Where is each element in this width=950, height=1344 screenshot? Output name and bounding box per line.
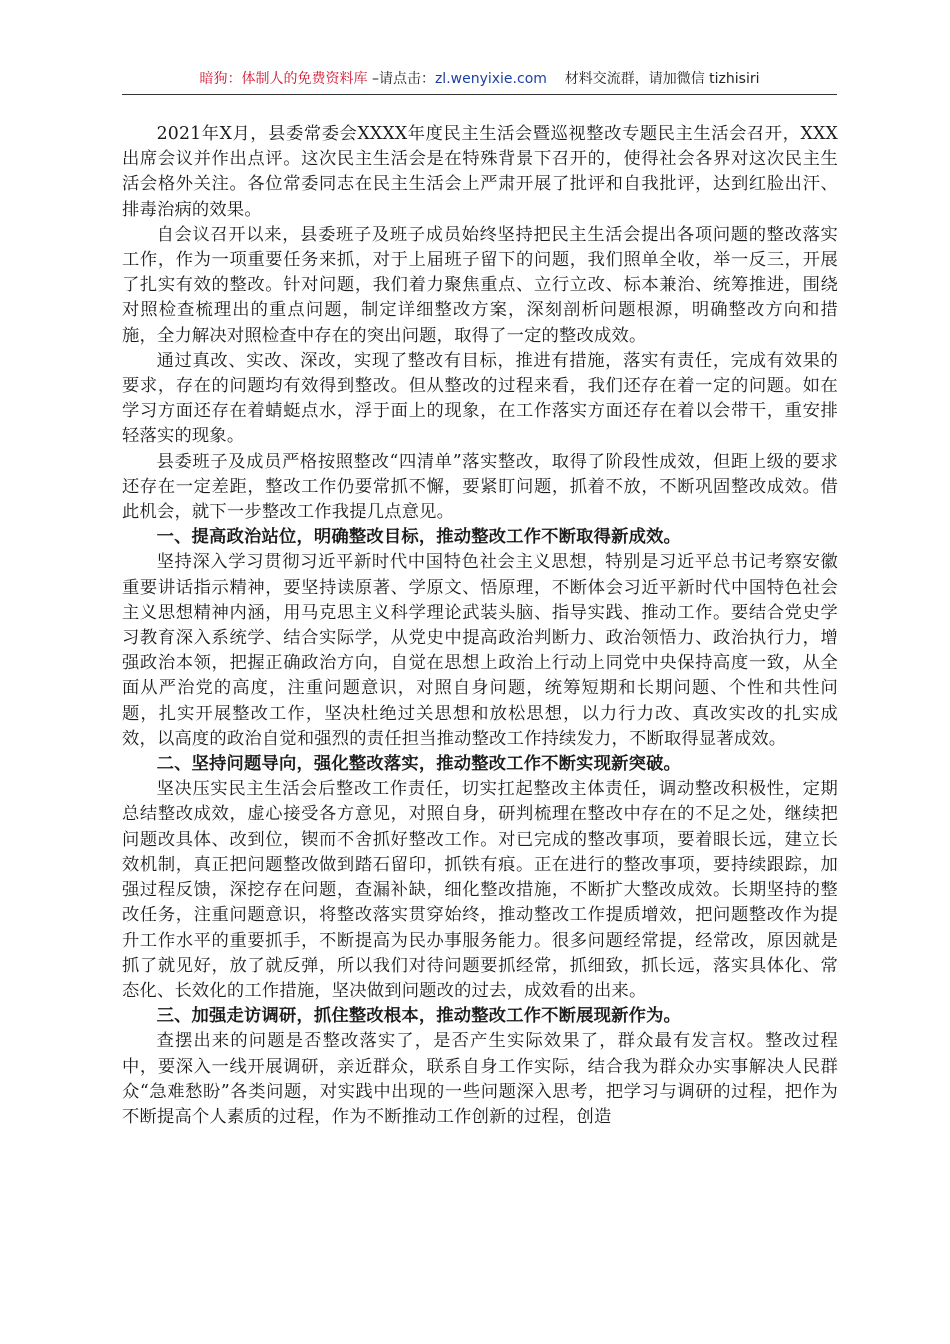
link-prompt: –请点击： [367, 71, 435, 87]
site-url-link[interactable]: zl.wenyixie.com [434, 71, 547, 87]
paragraph-intro: 2021年X月，县委常委会XXXX年度民主生活会暨巡视整改专题民主生活会召开，XXX出席会议并作出点评。这次民主生活会是在特殊背景下召开的，使得社会各界对这次民主生活会格外关注。各位常委同志在民主生活会上严肃开展了批评和自我批评，达到红脸出汗、排毒治病的效果。 [122, 124, 838, 220]
contact-info: 材料交流群，请加微信 tizhisiri [564, 71, 760, 87]
paragraph: 查摆出来的问题是否整改落实了，是否产生实际效果了，群众最有发言权。整改过程中，要深入一线开展调研，亲近群众，联系自身工作实际，结合我为群众办实事解决人民群众“急难愁盼”各类问题，对实践中出现的一些问题深入思考，把学习与调研的过程，把作为不断提高个人素质的过程，作为不断推动工作创新的过程，创造 [122, 1031, 838, 1127]
section-heading-2: 二、坚持问题导向，强化整改落实，推动整改工作不断实现新突破。 [156, 754, 682, 775]
paragraph: 坚持深入学习贯彻习近平新时代中国特色社会主义思想，特别是习近平总书记考察安徽重要讲话指示精神，要坚持读原著、学原文、悟原理，不断体会习近平新时代中国特色社会主义思想精神内涵，用马克思主义科学理论武装头脑、指导实践、推动工作。要结合党史学习教育深入系统学、结合实际学，从党史中提高政治判断力、政治领悟力、政治执行力，增强政治本领，把握正确政治方向，自觉在思想上政治上行动上同党中央保持高度一致，从全面从严治党的高度，注重问题意识，对照自身问题，统筹短期和长期问题、个性和共性问题，扎实开展整改工作，坚决杜绝过关思想和放松思想，以力行力改、真改实改的扎实成效，以高度的政治自觉和强烈的责任担当推动整改工作持续发力，不断取得显著成效。 [122, 552, 838, 749]
page-header [122, 68, 837, 95]
paragraph: 自会议召开以来，县委班子及班子成员始终坚持把民主生活会提出各项问题的整改落实工作，作为一项重要任务来抓，对于上届班子留下的问题，我们照单全收，举一反三，开展了扎实有效的整改。针对问题，我们着力聚焦重点、立行立改、标本兼治、统筹推进，围绕对照检查梳理出的重点问题，制定详细整改方案，深刻剖析问题根源，明确整改方向和措施，全力解决对照检查中存在的突出问题，取得了一定的整改成效。 [122, 224, 838, 346]
paragraph: 县委班子及成员严格按照整改“四清单”落实整改，取得了阶段性成效，但距上级的要求还存在一定差距，整改工作仍要常抓不懈，要紧盯问题，抓着不放，不断巩固整改成效。借此机会，就下一步整改工作我提几点意见。 [122, 451, 838, 523]
section-heading-1: 一、提高政治站位，明确整改目标，推动整改工作不断取得新成效。 [156, 527, 682, 548]
paragraph: 通过真改、实改、深改，实现了整改有目标，推进有措施，落实有责任，完成有效果的要求，存在的问题均有效得到整改。但从整改的过程来看，我们还存在着一定的问题。如在学习方面还存在着蜻蜓点水，浮于面上的现象，在工作落实方面还存在着以会带干，重安排轻落实的现象。 [122, 350, 838, 447]
section-heading-3: 三、加强走访调研，抓住整改根本，推动整改工作不断展现新作为。 [156, 1006, 682, 1027]
paragraph: 坚决压实民主生活会后整改工作责任，切实扛起整改主体责任，调动整改积极性，定期总结整改成效，虚心接受各方意见，对照自身，研判梳理在整改中存在的不足之处，继续把问题改具体、改到位，锲而不舍抓好整改工作。对已完成的整改事项，要着眼长远，建立长效机制，真正把问题整改做到踏石留印，抓铁有痕。正在进行的整改事项，要持续跟踪，加强过程反馈，深挖存在问题，查漏补缺，细化整改措施，不断扩大整改成效。长期坚持的整改任务，注重问题意识，将整改落实贯穿始终，推动整改工作提质增效，把问题整改作为提升工作水平的重要抓手，不断提高为民办事服务能力。很多问题经常提，经常改，原因就是抓了就见好，放了就反弹，所以我们对待问题要抓经常，抓细致，抓长远，落实具体化、常态化、长效化的工作措施，坚决做到问题改的过去，成效看的出来。 [122, 779, 838, 1001]
site-name[interactable]: 暗狗：体制人的免费资料库 [199, 71, 368, 87]
document-body [122, 122, 838, 1130]
